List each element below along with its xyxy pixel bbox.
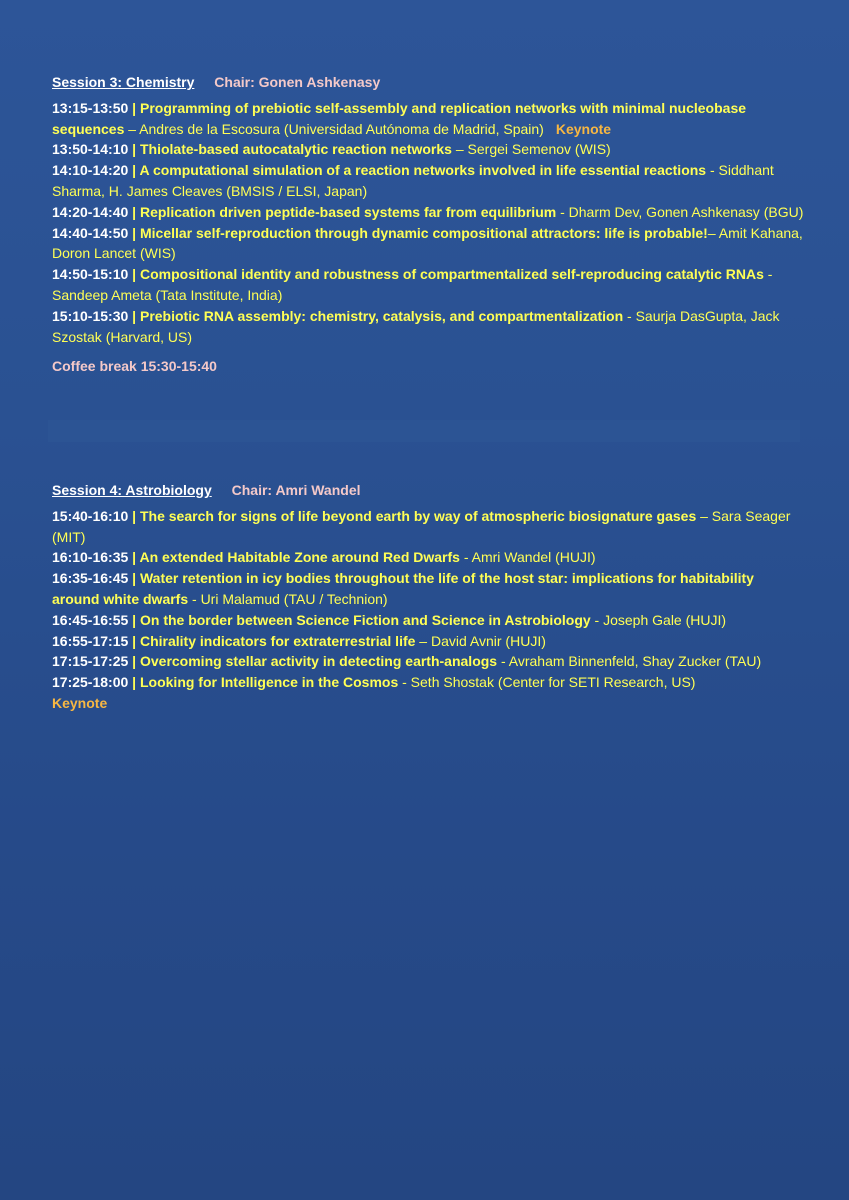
- talk-item: 14:50-15:10 | Compositional identity and robustness of compartmentalized self-reproducing catalytic RNAs - Sandeep Ameta (Tata Institute, India): [52, 266, 773, 303]
- talk-item: 16:35-16:45 | Water retention in icy bodies throughout the life of the host star: implications for habitability around white dwarfs - Uri Malamud (TAU / Technion): [52, 570, 754, 607]
- section-divider-band: [48, 420, 800, 442]
- talk-time: 14:40-14:50: [52, 224, 129, 241]
- talk-time: 15:40-16:10: [52, 507, 129, 524]
- keynote-label: Keynote: [555, 120, 612, 137]
- talk-speakers: – Andres de la Escosura (Universidad Autónoma de Madrid, Spain): [124, 120, 544, 137]
- session-chair: Chair: Amri Wandel: [231, 482, 361, 498]
- talk-item: 15:10-15:30 | Prebiotic RNA assembly: chemistry, catalysis, and compartmentalization - Saurja DasGupta, Jack Szostak (Harvard, US): [52, 307, 780, 345]
- talk-title: Prebiotic RNA assembly: chemistry, catalysis, and compartmentalization: [139, 307, 624, 324]
- talk-item: 13:50-14:10 | Thiolate-based autocatalytic reaction networks – Sergei Semenov (WIS): [52, 141, 611, 158]
- talk-speakers: - Avraham Binnenfeld, Shay Zucker (TAU): [497, 653, 762, 670]
- session-header: [52, 72, 804, 93]
- talk-time: 17:15-17:25: [52, 653, 129, 670]
- session-header: [52, 480, 804, 501]
- talk-title: Chirality indicators for extraterrestrial life: [139, 632, 416, 649]
- session-chemistry: [52, 72, 804, 377]
- talk-title: Replication driven peptide-based systems far from equilibrium: [139, 203, 557, 220]
- talk-title: Looking for Intelligence in the Cosmos: [139, 674, 399, 691]
- talk-speakers: - Uri Malamud (TAU / Technion): [188, 590, 388, 607]
- talk-time: 16:10-16:35: [52, 549, 129, 566]
- session-chair: Chair: Gonen Ashkenasy: [214, 74, 381, 90]
- talk-item: 17:15-17:25 | Overcoming stellar activity in detecting earth-analogs - Avraham Binnenfeld, Shay Zucker (TAU): [52, 653, 762, 670]
- talk-time: 17:25-18:00: [52, 674, 129, 691]
- session-title: Session 4: Astrobiology: [52, 482, 212, 498]
- talk-title: Water retention in icy bodies throughout the life of the host star: implications for habitability around white dwarfs: [52, 570, 754, 607]
- keynote-label: Keynote: [52, 694, 108, 711]
- talk-time: 14:20-14:40: [52, 203, 129, 220]
- talk-speakers: - Dharm Dev, Gonen Ashkenasy (BGU): [556, 203, 804, 220]
- talk-title: Compositional identity and robustness of compartmentalized self-reproducing catalytic RNAs: [139, 266, 764, 283]
- talk-item: 16:45-16:55 | On the border between Science Fiction and Science in Astrobiology - Joseph Gale (HUJI): [52, 611, 727, 628]
- talk-item: 14:40-14:50 | Micellar self-reproduction through dynamic compositional attractors: life is probable!– Amit Kahana, Doron Lancet (WIS): [52, 224, 803, 262]
- talk-time: 14:50-15:10: [52, 266, 129, 283]
- talk-item: 15:40-16:10 | The search for signs of life beyond earth by way of atmospheric biosignature gases – Sara Seager (MIT): [52, 507, 791, 545]
- talk-title: Overcoming stellar activity in detecting earth-analogs: [139, 653, 498, 670]
- talk-time: 16:55-17:15: [52, 632, 129, 649]
- talk-item: 13:15-13:50 | Programming of prebiotic self-assembly and replication networks with minimal nucleobase sequences – Andres de la Escosura (Universidad Autónoma de Madrid, Spain) Keynote: [52, 99, 747, 137]
- talk-speakers: – Sara Seager (MIT): [52, 507, 791, 545]
- talk-title: Thiolate-based autocatalytic reaction networks: [139, 141, 452, 158]
- talk-time: 15:10-15:30: [52, 307, 129, 324]
- talk-title: Micellar self-reproduction through dynamic compositional attractors: life is probable!: [139, 224, 708, 241]
- session-astrobiology: [52, 480, 804, 714]
- talk-speakers: - Saurja DasGupta, Jack Szostak (Harvard, US): [52, 307, 780, 345]
- talk-title: On the border between Science Fiction and Science in Astrobiology: [139, 611, 591, 628]
- talk-time: 16:35-16:45: [52, 570, 129, 587]
- talk-speakers: - Joseph Gale (HUJI): [590, 611, 727, 628]
- talk-speakers: – Amit Kahana, Doron Lancet (WIS): [52, 224, 803, 262]
- talk-item: 14:10-14:20 | A computational simulation of a reaction networks involved in life essential reactions - Siddhant Sharma, H. James Cleaves (BMSIS / ELSI, Japan): [52, 162, 774, 199]
- talk-speakers: - Amri Wandel (HUJI): [459, 549, 596, 566]
- talk-speakers: - Sandeep Ameta (Tata Institute, India): [52, 266, 773, 303]
- talk-item: 17:25-18:00 | Looking for Intelligence in the Cosmos - Seth Shostak (Center for SETI Research, US): [52, 674, 696, 691]
- talk-speakers: - Seth Shostak (Center for SETI Research, US): [398, 674, 696, 691]
- talk-title: A computational simulation of a reaction networks involved in life essential reactions: [139, 162, 707, 179]
- talk-title: Programming of prebiotic self-assembly and replication networks with minimal nucleobase sequences: [52, 99, 747, 137]
- talk-title: The search for signs of life beyond earth by way of atmospheric biosignature gases: [139, 507, 697, 524]
- session-title: Session 3: Chemistry: [52, 74, 195, 90]
- talk-item: 16:55-17:15 | Chirality indicators for extraterrestrial life – David Avnir (HUJI): [52, 632, 546, 649]
- talk-title: An extended Habitable Zone around Red Dwarfs: [139, 549, 460, 566]
- talk-item: 16:10-16:35 | An extended Habitable Zone around Red Dwarfs - Amri Wandel (HUJI): [52, 549, 596, 566]
- talk-speakers: - Siddhant Sharma, H. James Cleaves (BMSIS / ELSI, Japan): [52, 162, 774, 199]
- talk-time: 13:50-14:10: [52, 141, 129, 158]
- talk-item: 14:20-14:40 | Replication driven peptide-based systems far from equilibrium - Dharm Dev, Gonen Ashkenasy (BGU): [52, 203, 804, 220]
- talk-time: 16:45-16:55: [52, 611, 129, 628]
- talk-speakers: – Sergei Semenov (WIS): [451, 141, 611, 158]
- talk-speakers: – David Avnir (HUJI): [415, 632, 546, 649]
- coffee-break: Coffee break 15:30-15:40: [52, 358, 217, 375]
- talk-time: 14:10-14:20: [52, 162, 129, 179]
- talk-time: 13:15-13:50: [52, 99, 129, 116]
